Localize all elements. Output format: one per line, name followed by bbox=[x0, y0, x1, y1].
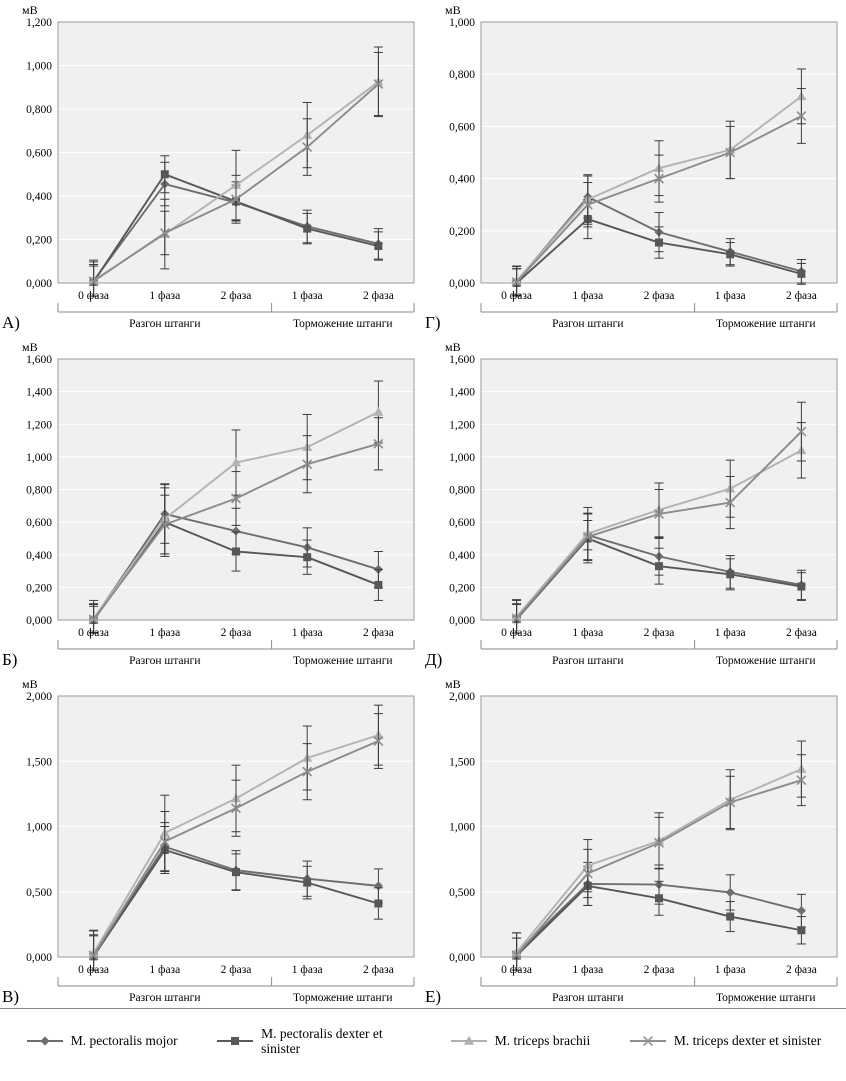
svg-text:мВ: мВ bbox=[445, 340, 461, 354]
svg-text:0,400: 0,400 bbox=[26, 191, 52, 203]
svg-text:0 фаза: 0 фаза bbox=[78, 290, 110, 302]
chart-panel-G bbox=[423, 0, 846, 337]
svg-text:0,800: 0,800 bbox=[449, 69, 475, 82]
svg-text:0,500: 0,500 bbox=[26, 886, 52, 899]
svg-text:2 фаза: 2 фаза bbox=[643, 290, 675, 302]
chart-panel-C bbox=[0, 674, 423, 1011]
svg-text:0 фаза: 0 фаза bbox=[78, 964, 110, 976]
svg-text:1 фаза: 1 фаза bbox=[572, 627, 604, 639]
svg-text:0,800: 0,800 bbox=[26, 484, 52, 497]
svg-text:0,200: 0,200 bbox=[449, 225, 475, 238]
svg-text:1,200: 1,200 bbox=[449, 419, 475, 432]
chart-panel-D bbox=[423, 337, 846, 674]
svg-text:2 фаза: 2 фаза bbox=[785, 290, 817, 302]
svg-text:1,400: 1,400 bbox=[449, 386, 475, 399]
panel-letter-label: А) bbox=[2, 313, 20, 332]
legend-label: M. pectoralis mojor bbox=[70, 1033, 178, 1049]
panel-letter-label: Б) bbox=[2, 650, 18, 669]
svg-text:2 фаза: 2 фаза bbox=[220, 290, 252, 302]
svg-text:Торможение штанги: Торможение штанги bbox=[293, 992, 393, 1004]
svg-text:1 фаза: 1 фаза bbox=[149, 627, 181, 639]
svg-text:1 фаза: 1 фаза bbox=[149, 290, 181, 302]
svg-text:1 фаза: 1 фаза bbox=[714, 964, 746, 976]
svg-text:1 фаза: 1 фаза bbox=[714, 627, 746, 639]
svg-text:0,500: 0,500 bbox=[449, 886, 475, 899]
svg-text:0,600: 0,600 bbox=[26, 147, 52, 160]
svg-text:0 фаза: 0 фаза bbox=[501, 627, 533, 639]
legend-item bbox=[628, 1033, 821, 1049]
svg-text:2 фаза: 2 фаза bbox=[785, 964, 817, 976]
legend-item bbox=[25, 1033, 178, 1049]
svg-text:1,600: 1,600 bbox=[26, 354, 52, 366]
svg-text:Разгон штанги: Разгон штанги bbox=[129, 992, 201, 1004]
svg-text:1,000: 1,000 bbox=[26, 821, 52, 834]
legend-marker-cross-icon bbox=[628, 1033, 668, 1049]
svg-text:1 фаза: 1 фаза bbox=[291, 627, 323, 639]
svg-text:1 фаза: 1 фаза bbox=[291, 290, 323, 302]
svg-text:0 фаза: 0 фаза bbox=[501, 290, 533, 302]
svg-text:0,000: 0,000 bbox=[449, 278, 475, 290]
svg-text:2 фаза: 2 фаза bbox=[643, 964, 675, 976]
svg-text:2 фаза: 2 фаза bbox=[220, 627, 252, 639]
svg-text:1 фаза: 1 фаза bbox=[149, 964, 181, 976]
legend-marker-triangle-icon bbox=[449, 1033, 489, 1049]
svg-text:Торможение штанги: Торможение штанги bbox=[716, 655, 816, 667]
svg-text:0,400: 0,400 bbox=[449, 173, 475, 186]
svg-text:1 фаза: 1 фаза bbox=[291, 964, 323, 976]
svg-text:1,500: 1,500 bbox=[449, 756, 475, 769]
svg-text:0,800: 0,800 bbox=[449, 484, 475, 497]
svg-text:1,200: 1,200 bbox=[26, 17, 52, 29]
legend-item bbox=[215, 1026, 411, 1056]
svg-text:1,000: 1,000 bbox=[449, 451, 475, 464]
svg-text:0,200: 0,200 bbox=[26, 234, 52, 247]
svg-text:1,600: 1,600 bbox=[449, 354, 475, 366]
svg-text:Разгон штанги: Разгон штанги bbox=[552, 318, 624, 330]
legend-item bbox=[449, 1033, 591, 1049]
svg-text:мВ: мВ bbox=[22, 677, 38, 691]
svg-text:0,000: 0,000 bbox=[449, 952, 475, 964]
svg-text:0,800: 0,800 bbox=[26, 104, 52, 116]
svg-text:Торможение штанги: Торможение штанги bbox=[293, 655, 393, 667]
svg-text:1,000: 1,000 bbox=[449, 17, 475, 29]
svg-text:2 фаза: 2 фаза bbox=[220, 964, 252, 976]
svg-text:2,000: 2,000 bbox=[26, 691, 52, 703]
legend-label: M. triceps brachii bbox=[494, 1033, 591, 1049]
legend-marker-square-icon bbox=[215, 1033, 255, 1049]
svg-text:0,000: 0,000 bbox=[449, 615, 475, 627]
legend-divider bbox=[0, 1008, 846, 1009]
svg-text:1 фаза: 1 фаза bbox=[572, 964, 604, 976]
svg-text:0,000: 0,000 bbox=[26, 278, 52, 290]
svg-text:Торможение штанги: Торможение штанги bbox=[293, 318, 393, 330]
svg-text:1,000: 1,000 bbox=[449, 821, 475, 834]
svg-text:Разгон штанги: Разгон штанги bbox=[552, 992, 624, 1004]
chart-panel-B bbox=[0, 337, 423, 674]
panel-letter-label: В) bbox=[2, 987, 19, 1006]
svg-text:Торможение штанги: Торможение штанги bbox=[716, 992, 816, 1004]
svg-text:2 фаза: 2 фаза bbox=[362, 290, 394, 302]
svg-text:1,400: 1,400 bbox=[26, 386, 52, 399]
legend-label: M. triceps dexter et sinister bbox=[673, 1033, 822, 1049]
svg-text:2 фаза: 2 фаза bbox=[362, 627, 394, 639]
svg-text:0,600: 0,600 bbox=[26, 517, 52, 530]
svg-text:2 фаза: 2 фаза bbox=[785, 627, 817, 639]
svg-text:2 фаза: 2 фаза bbox=[643, 627, 675, 639]
svg-text:0 фаза: 0 фаза bbox=[501, 964, 533, 976]
svg-text:1,500: 1,500 bbox=[26, 756, 52, 769]
legend-label: M. pectoralis dexter et sinister bbox=[261, 1025, 383, 1056]
chart-panel-E bbox=[423, 674, 846, 1011]
svg-text:Торможение штанги: Торможение штанги bbox=[716, 318, 816, 330]
legend-marker-diamond-icon bbox=[25, 1033, 65, 1049]
svg-text:0,000: 0,000 bbox=[26, 952, 52, 964]
svg-text:1,000: 1,000 bbox=[26, 60, 52, 73]
svg-text:0 фаза: 0 фаза bbox=[78, 627, 110, 639]
svg-text:0,600: 0,600 bbox=[449, 121, 475, 134]
svg-text:1 фаза: 1 фаза bbox=[572, 290, 604, 302]
svg-text:1,200: 1,200 bbox=[26, 419, 52, 432]
panel-letter-label: Е) bbox=[425, 987, 442, 1006]
svg-text:0,200: 0,200 bbox=[26, 582, 52, 595]
svg-text:1,000: 1,000 bbox=[26, 451, 52, 464]
svg-text:Разгон штанги: Разгон штанги bbox=[552, 655, 624, 667]
svg-text:мВ: мВ bbox=[22, 340, 38, 354]
panel-letter-label: Г) bbox=[425, 313, 441, 332]
svg-text:0,400: 0,400 bbox=[449, 549, 475, 562]
svg-text:0,000: 0,000 bbox=[26, 615, 52, 627]
svg-text:мВ: мВ bbox=[445, 677, 461, 691]
svg-text:1 фаза: 1 фаза bbox=[714, 290, 746, 302]
svg-text:0,600: 0,600 bbox=[449, 517, 475, 530]
svg-text:0,200: 0,200 bbox=[449, 582, 475, 595]
chart-panel-A bbox=[0, 0, 423, 337]
svg-text:мВ: мВ bbox=[22, 3, 38, 17]
svg-text:2,000: 2,000 bbox=[449, 691, 475, 703]
svg-text:мВ: мВ bbox=[445, 3, 461, 17]
svg-text:0,400: 0,400 bbox=[26, 549, 52, 562]
svg-text:Разгон штанги: Разгон штанги bbox=[129, 655, 201, 667]
svg-text:2 фаза: 2 фаза bbox=[362, 964, 394, 976]
figure-legend bbox=[0, 1012, 846, 1070]
svg-text:Разгон штанги: Разгон штанги bbox=[129, 318, 201, 330]
panel-letter-label: Д) bbox=[425, 650, 443, 669]
